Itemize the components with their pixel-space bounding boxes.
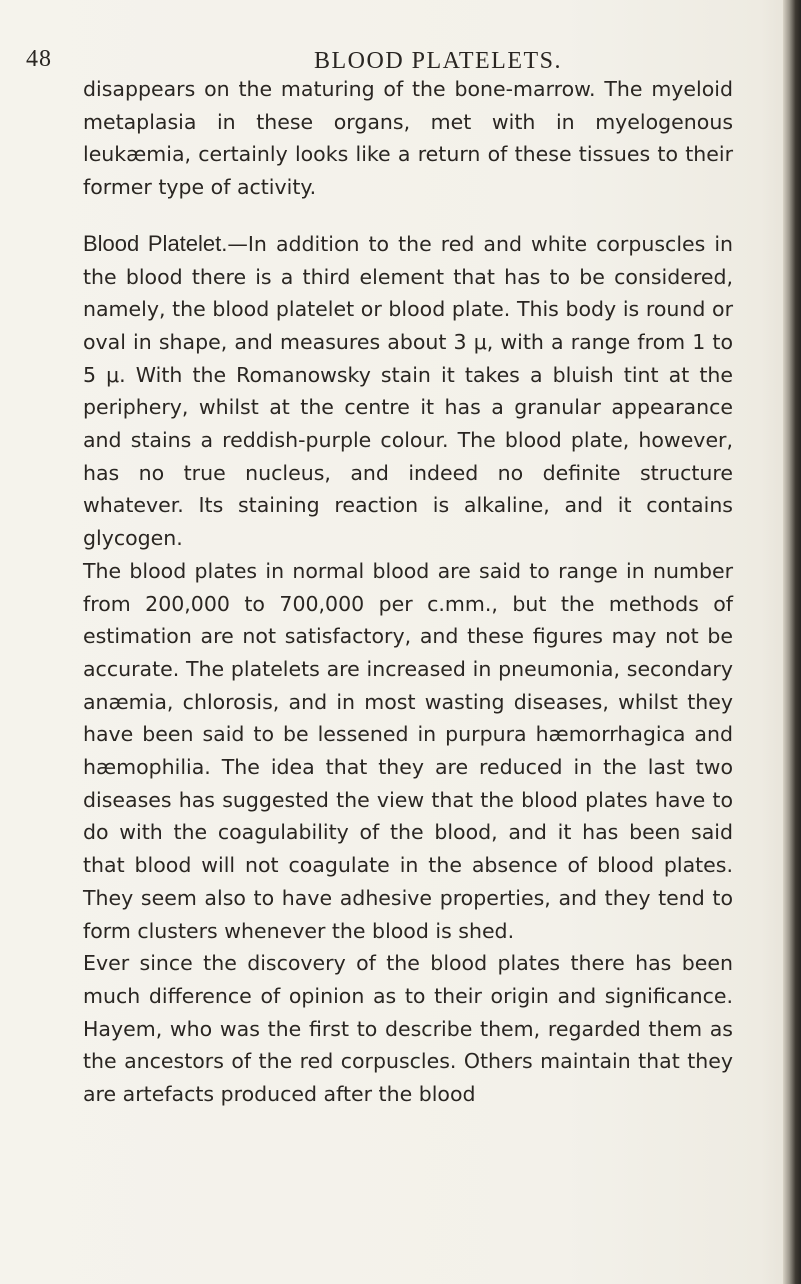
paragraph-text: —In addition to the red and white corpuscles in the blood there is a third element that has to be considered, namely, the blood platelet or blood plate. This body is round or oval in shape, and measures about 3 μ, with a range from 1 to 5 μ. With the Romanowsky stain it takes a bluish tint at the periphery, whilst at the centre it has a granular appearance and stains a reddish-purple colour. The blood plate, however, has no true nucleus, and indeed no definite structure whatever. Its staining reaction is alkaline, and it contains glycogen.: [83, 231, 734, 551]
paragraph: disappears on the maturing of the bone-marrow. The myeloid metaplasia in these organs, met with in myelogenous leukæmia, certainly looks like a return of these tissues to their former type of activity.: [83, 77, 733, 200]
binding-edge: [783, 0, 801, 1284]
paragraph: Ever since the discovery of the blood plates there has been much difference of opinion as to their origin and significance. Hayem, who was the first to describe them, regarded them as the ancestors of the red corpuscles. Others maintain that they are artefacts produced after the blood: [83, 951, 733, 1107]
paragraph: The blood plates in normal blood are said to range in number from 200,000 to 700,000 per c.mm., but the methods of estimation are not satisfactory, and these figures may not be accurate. The platelets are increased in pneumonia, secondary anæmia, chlorosis, and in most wasting diseases, whilst they have been said to be lessened in purpura hæmorrhagica and hæmophilia. The idea that they are reduced in the last two diseases has suggested the view that the blood plates have to do with the coagulability of the blood, and it has been said that blood will not coagulate in the absence of blood plates. They seem also to have adhesive properties, and they tend to form clusters whenever the blood is shed.: [83, 558, 733, 943]
paragraph: [83, 228, 733, 555]
page-number: 48: [26, 46, 52, 72]
body-text: [83, 73, 733, 1111]
section-heading: Blood Platelet.: [83, 230, 228, 256]
running-head: BLOOD PLATELETS.: [314, 48, 562, 74]
